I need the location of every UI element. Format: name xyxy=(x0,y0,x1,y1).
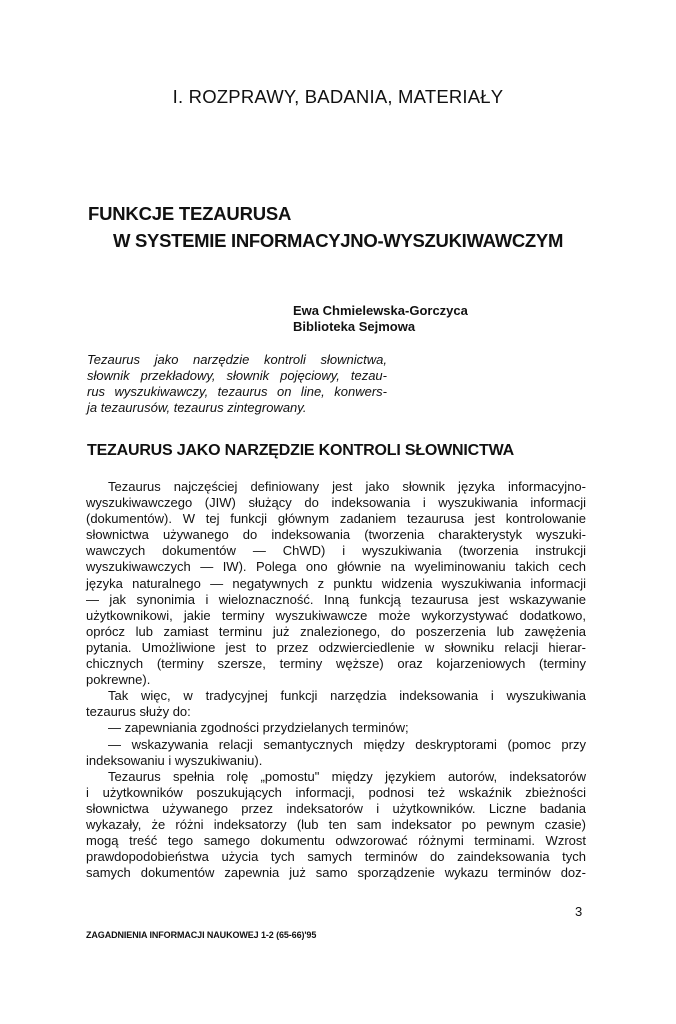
body-line: Tezaurus najczęściej definiowany jest jako słownik języka informacyjno- xyxy=(108,479,586,494)
keywords-line: Tezaurus jako narzędzie kontroli słownictwa, xyxy=(87,352,387,367)
body-line: indeksowaniu i wyszukiwaniu). xyxy=(86,752,263,768)
body-line: użytkownikowi, jakie terminy wyszukiwawcze może wykorzystywać dodatkowo, xyxy=(86,607,586,623)
article-title-line-2: W SYSTEMIE INFORMACYJNO-WYSZUKIWAWCZYM xyxy=(113,230,564,251)
body-line: (dokumentów). W tej funkcji głównym zadaniem tezaurusa jest kontrolowanie xyxy=(86,511,586,527)
body-line: prawdopodobieństwa użycia tych samych terminów do zaindeksowania tych xyxy=(86,849,586,865)
body-line: słownictwa używanego przez indeksatorów i użytkowników. Liczne badania xyxy=(86,800,586,816)
author-affiliation: Biblioteka Sejmowa xyxy=(293,319,416,334)
body-line: wykazały, że różni indeksatorzy (lub ten sam indeksator po pewnym czasie) xyxy=(86,816,586,832)
body-line: — zapewniania zgodności przydzielanych terminów; xyxy=(108,720,409,736)
keywords-line: rus wyszukiwawczy, tezaurus on line, konwers- xyxy=(87,384,387,399)
author-name: Ewa Chmielewska-Gorczyca xyxy=(293,303,468,318)
body-line: oprócz lub zamiast terminu już znalezionego, do poszerzenia lub zawężenia xyxy=(86,623,586,639)
body-text xyxy=(86,479,586,881)
keywords-line: ja tezaurusów, tezaurus zintegrowany. xyxy=(87,400,307,415)
body-line: mogą treść tego samego dokumentu odwzorować różnymi terminami. Wzrost xyxy=(86,833,586,849)
body-line: samych dokumentów zapewnia już samo sporządzenie wykazu terminów doz- xyxy=(86,865,586,881)
body-line: tezaurus służy do: xyxy=(86,704,191,720)
journal-footer: ZAGADNIENIA INFORMACJI NAUKOWEJ 1-2 (65-66)'95 xyxy=(86,930,317,940)
author-block xyxy=(293,303,468,335)
body-line: słownictwa używanego do indeksowania (tworzenia charakterystyk wyszuki- xyxy=(86,527,586,543)
page-number: 3 xyxy=(575,904,583,919)
body-line: i użytkowników poszukujących informacji, podnosi też wskaźnik zbieżności xyxy=(86,784,586,800)
keywords-block xyxy=(87,352,387,416)
body-line: Tak więc, w tradycyjnej funkcji narzędzia indeksowania i wyszukiwania xyxy=(108,688,586,704)
keywords-line: słownik przekładowy, słownik pojęciowy, tezau- xyxy=(87,368,387,383)
section-title: TEZAURUS JAKO NARZĘDZIE KONTROLI SŁOWNICTWA xyxy=(87,442,514,459)
body-line: — wskazywania relacji semantycznych między deskryptorami (pomoc przy xyxy=(108,736,586,752)
body-line: pokrewne). xyxy=(86,672,151,688)
body-line: chicznych (terminy szersze, terminy węższe) oraz kojarzeniowych (terminy xyxy=(86,656,586,672)
body-line: wyszukiwawczych — IW). Polega ono głównie na wyeliminowaniu takich cech xyxy=(86,559,586,575)
body-line: — jak synonimia i wieloznaczność. Inną funkcją tezaurusa jest wskazywanie xyxy=(86,591,586,607)
body-line: pytania. Umożliwione jest to przez odzwierciedlenie w słowniku relacji hierar- xyxy=(86,639,586,655)
article-title-line-1: FUNKCJE TEZAURUSA xyxy=(88,203,292,224)
section-header: I. ROZPRAWY, BADANIA, MATERIAŁY xyxy=(172,86,504,107)
body-line: wyszukiwawczego (JIW) służący do indeksowania i wyszukiwania informacji xyxy=(86,495,586,511)
body-line: wawczych dokumentów — ChWD) i wyszukiwania (tworzenia instrukcji xyxy=(86,543,586,559)
body-line: Tezaurus spełnia rolę „pomostu" między językiem autorów, indeksatorów xyxy=(108,768,586,784)
body-line: języka naturalnego — negatywnych z punktu widzenia wyszukiwania informacji xyxy=(86,575,586,591)
